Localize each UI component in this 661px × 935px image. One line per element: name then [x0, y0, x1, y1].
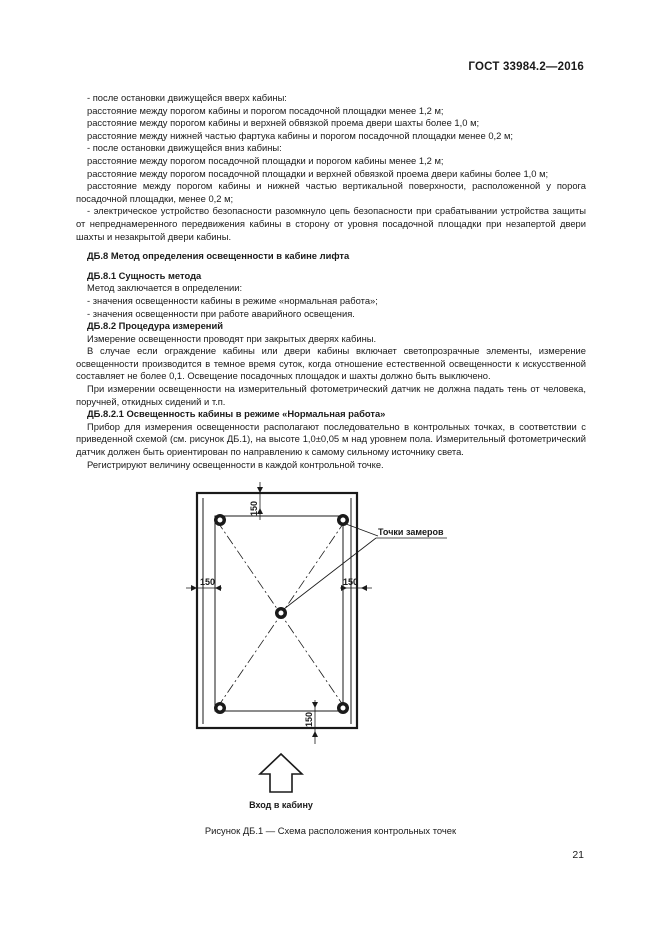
dimension-arrow: [312, 702, 318, 708]
paragraph: Метод заключается в определении:: [87, 282, 243, 294]
section-heading: ДБ.8.2 Процедура измерений: [87, 320, 223, 332]
page-number: 21: [572, 849, 584, 861]
paragraph: При измерении освещенности на измерительный фотометрический датчик не должна падать тень от человека, поручней, откидных сидений и т.п.: [76, 383, 586, 407]
measurement-points-label: Точки замеров: [378, 527, 444, 537]
dimension-label-top: 150: [249, 500, 259, 516]
measurement-point: [214, 702, 226, 714]
paragraph: Измерение освещенности проводят при закрытых дверях кабины.: [87, 332, 377, 344]
paragraph: расстояние между порогом посадочной площадки и верхней обвязкой проема двери кабины более 1,0 м;: [87, 167, 549, 179]
paragraph: Регистрируют величину освещенности в каждой контрольной точке.: [87, 458, 384, 470]
section-heading: ДБ.8 Метод определения освещенности в кабине лифта: [87, 250, 350, 262]
paragraph: расстояние между порогом кабины и верхней обвязкой проема двери шахты более 1,0 м;: [87, 117, 480, 129]
paragraph: расстояние между порогом кабины и нижней частью вертикальной поверхности, расположенной у порога посадочной площадки, менее 0,2 м;: [76, 180, 586, 204]
section-heading: ДБ.8.1 Сущность метода: [87, 269, 202, 281]
measurement-point: [337, 702, 349, 714]
measurement-point: [275, 607, 287, 619]
entrance-label: Вход в кабину: [249, 800, 313, 810]
paragraph: - электрическое устройство безопасности разомкнуло цепь безопасности при срабатывании устройства защиты от непреднамеренного передвижения кабины в сторону от уровня посадочной площадки при незапертой двери шахты и незакрытой двери кабины.: [76, 205, 586, 242]
body-text: [76, 92, 586, 471]
paragraph: расстояние между порогом посадочной площадки и порогом кабины менее 1,2 м;: [87, 154, 444, 166]
paragraph: расстояние между порогом кабины и порогом посадочной площадки менее 1,2 м;: [87, 104, 444, 116]
paragraph: В случае если ограждение кабины или двери кабины включает светопрозрачные элементы, измерение освещенности производится в темное время суток, когда отношение естественной освещенности к искусственной составляет не более 0,1. Освещение посадочных площадок и шахты должно быть выключено.: [76, 345, 586, 382]
entrance-arrow-icon: [260, 754, 302, 792]
paragraph: расстояние между нижней частью фартука кабины и порогом посадочной площадки менее 0,2 м;: [87, 129, 514, 141]
dimension-label-bottom: 150: [304, 711, 314, 727]
paragraph: - значения освещенности кабины в режиме «нормальная работа»;: [87, 294, 378, 306]
section-heading: ДБ.8.2.1 Освещенность кабины в режиме «Нормальная работа»: [87, 408, 386, 420]
paragraph: - после остановки движущейся вверх кабины:: [87, 92, 287, 103]
dimension-label-right: 150: [343, 577, 359, 587]
dimension-arrow: [215, 585, 221, 591]
paragraph: Прибор для измерения освещенности располагают последовательно в контрольных точках, в соответствии с приведенной схемой (см. рисунок ДБ.1), на высоте 1,0±0,05 м над уровнем пола. Измерительный фотометрический датчик должен быть ориентирован по направлению к самому сильному источнику света.: [76, 420, 586, 458]
paragraph: - после остановки движущейся вниз кабины:: [87, 142, 282, 154]
standard-code: ГОСТ 33984.2—2016: [468, 61, 584, 73]
measurement-point: [214, 514, 226, 526]
figure-caption: Рисунок ДБ.1 — Схема расположения контрольных точек: [204, 825, 457, 836]
dimension-arrow: [361, 585, 367, 591]
dimension-arrow: [312, 731, 318, 737]
dimension-label-left: 150: [200, 577, 216, 587]
paragraph: - значения освещенности при работе аварийного освещения.: [87, 307, 355, 319]
leader-line: [284, 538, 376, 609]
figure-db1-diagram: [150, 478, 480, 818]
